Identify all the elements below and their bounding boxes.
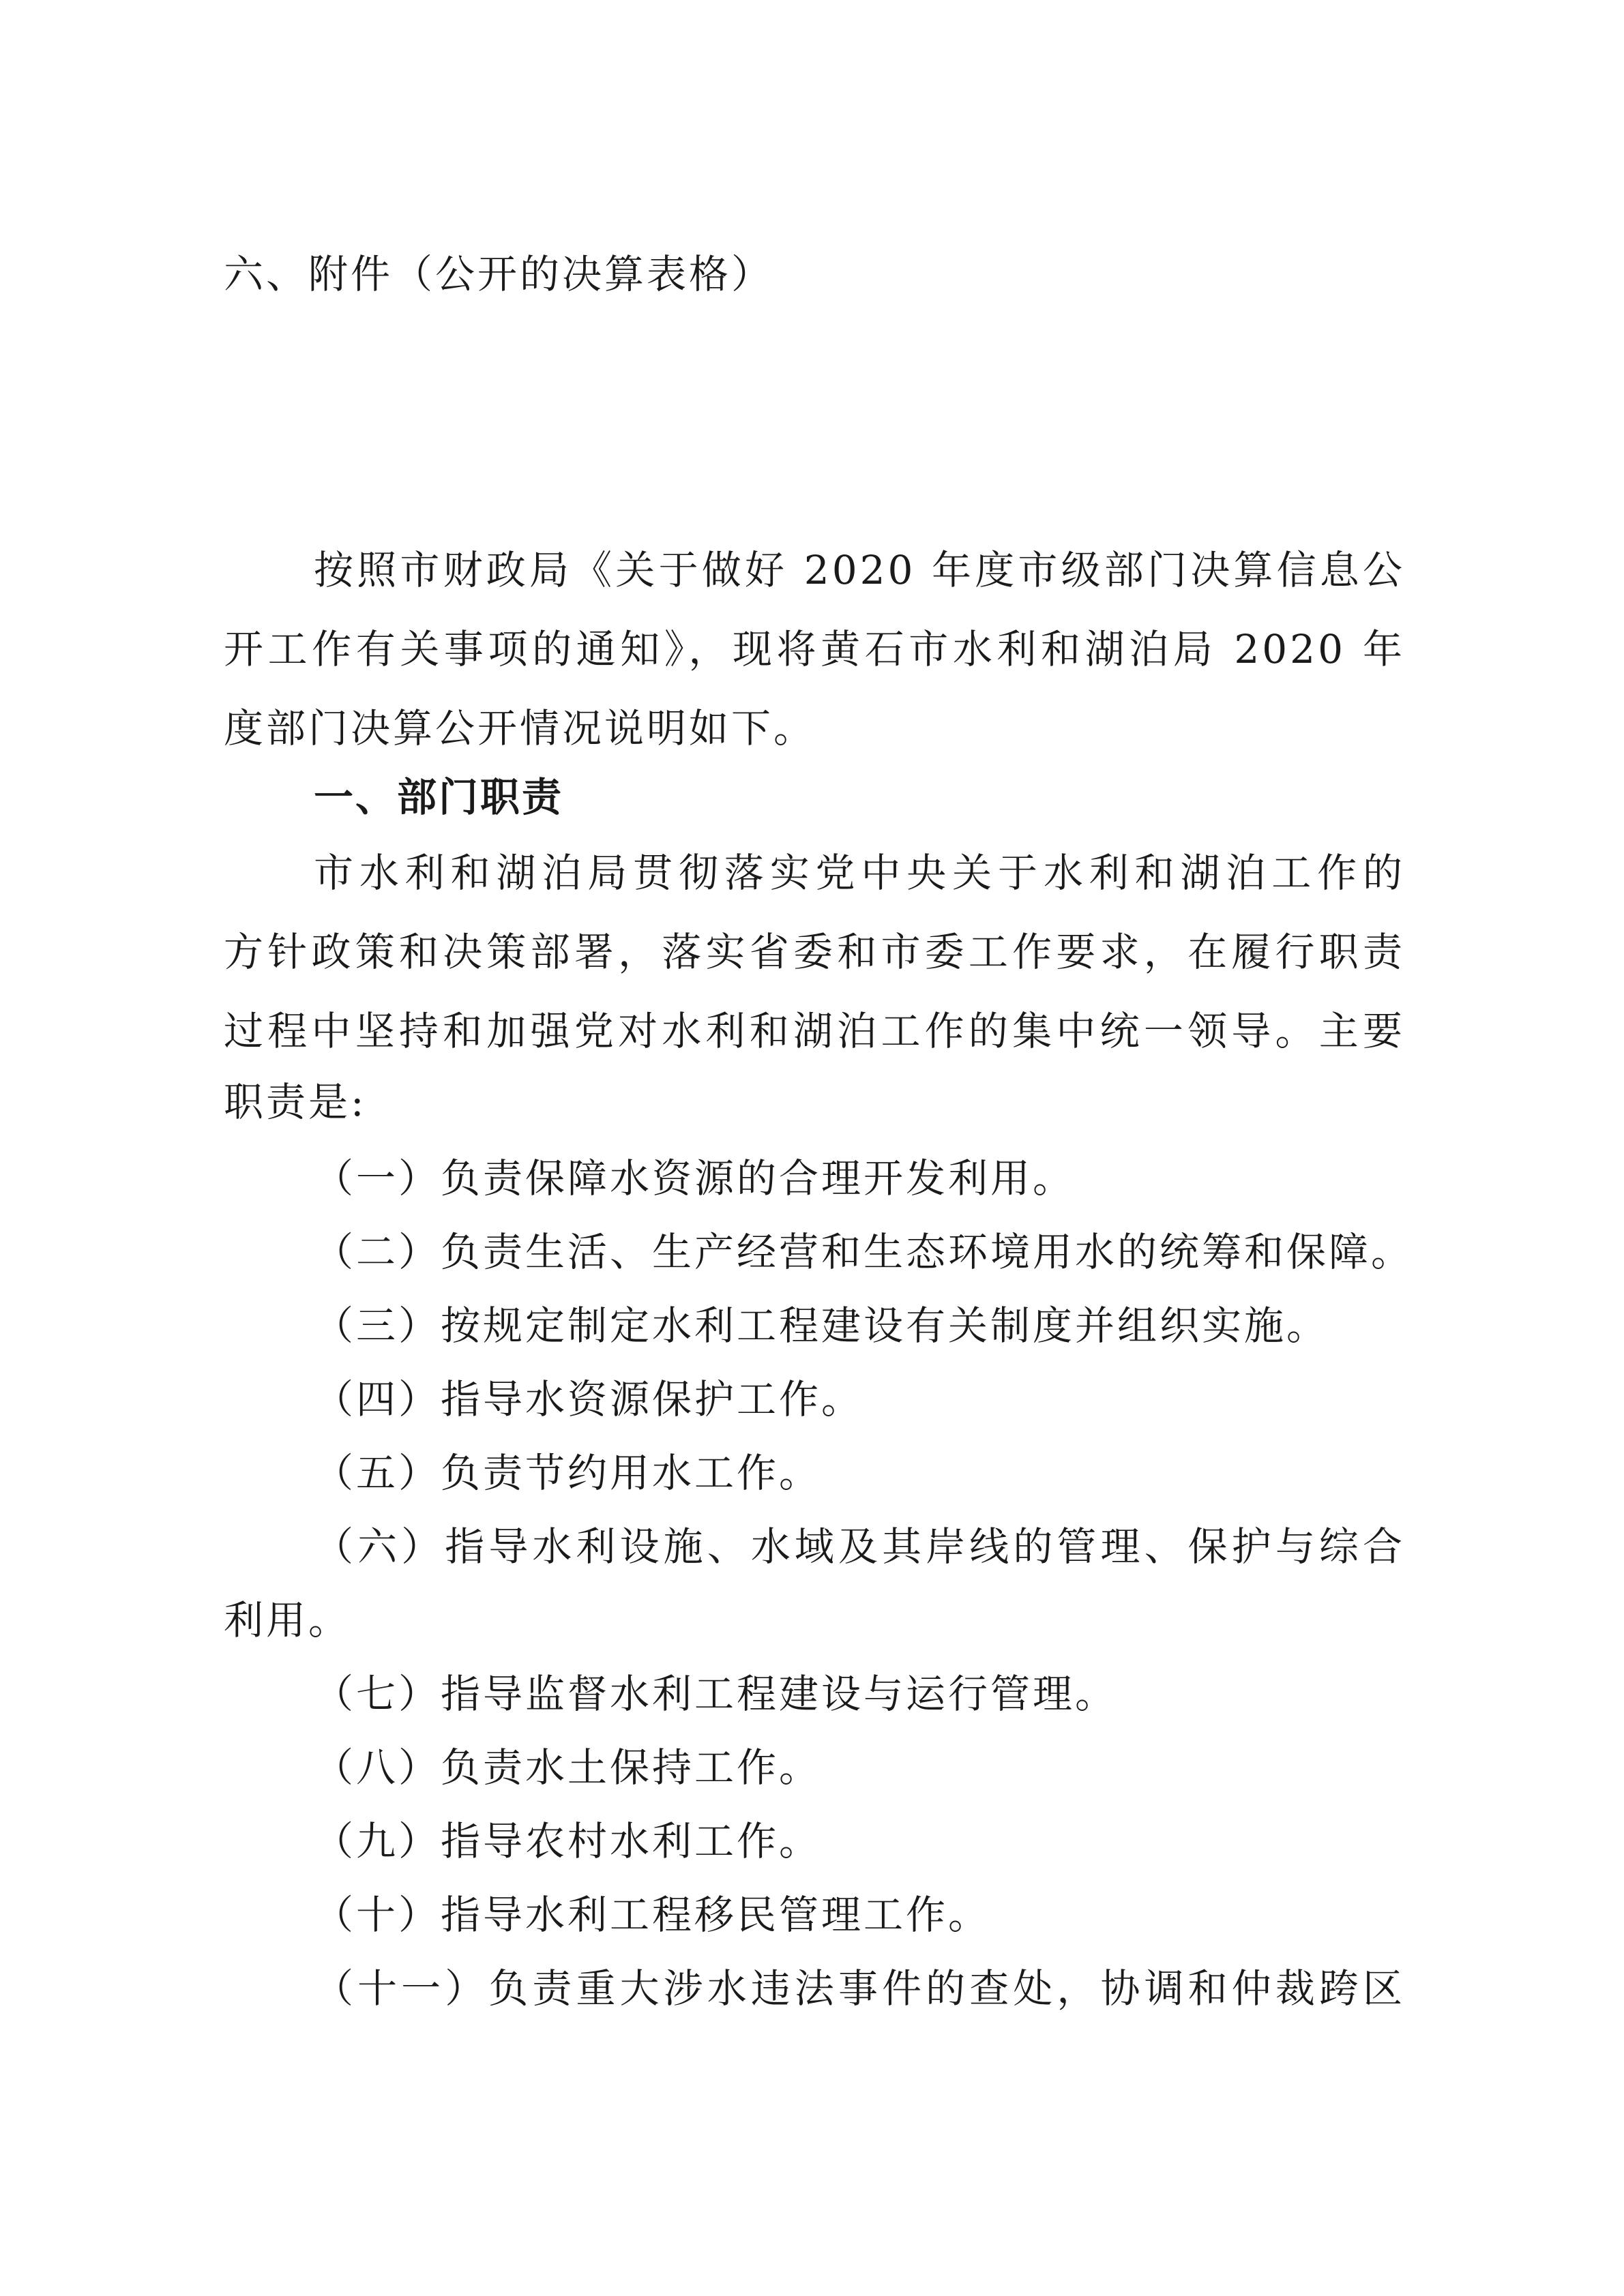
duty-item-11-line-1: （十一）负责重大涉水违法事件的查处，协调和仲裁跨区 [314,1965,1405,2012]
duties-para-line-1: 市水利和湖泊局贯彻落实党中央关于水利和湖泊工作的 [314,850,1405,896]
duty-item-10: （十）指导水利工程移民管理工作。 [314,1892,991,1938]
duties-para-line-4: 职责是: [224,1079,367,1125]
duty-item-5: （五）负责节约用水工作。 [314,1450,822,1496]
intro-line-3: 度部门决算公开情况说明如下。 [224,705,816,751]
intro-line-2: 开工作有关事项的通知》，现将黄石市水利和湖泊局 2020 年 [224,626,1405,672]
duty-item-3: （三）按规定制定水利工程建设有关制度并组织实施。 [314,1302,1329,1349]
duty-item-6-line-2: 利用。 [224,1597,351,1643]
duty-item-6-line-1: （六）指导水利设施、水域及其岸线的管理、保护与综合 [314,1523,1405,1570]
section-heading-department-duties: 一、部门职责 [314,774,564,820]
intro-line-1: 按照市财政局《关于做好 2020 年度市级部门决算信息公 [314,547,1405,593]
duties-para-line-2: 方针政策和决策部署，落实省委和市委工作要求，在履行职责 [224,929,1405,975]
duty-item-1: （一）负责保障水资源的合理开发利用。 [314,1155,1076,1202]
duty-item-8: （八）负责水土保持工作。 [314,1744,822,1791]
duty-item-7: （七）指导监督水利工程建设与运行管理。 [314,1671,1118,1717]
duties-para-line-3: 过程中坚持和加强党对水利和湖泊工作的集中统一领导。主要 [224,1008,1405,1054]
duty-item-9: （九）指导农村水利工作。 [314,1818,822,1864]
attachment-title: 六、附件（公开的决算表格） [224,251,774,297]
duty-item-4: （四）指导水资源保护工作。 [314,1376,864,1422]
duty-item-2: （二）负责生活、生产经营和生态环境用水的统筹和保障。 [314,1229,1414,1275]
